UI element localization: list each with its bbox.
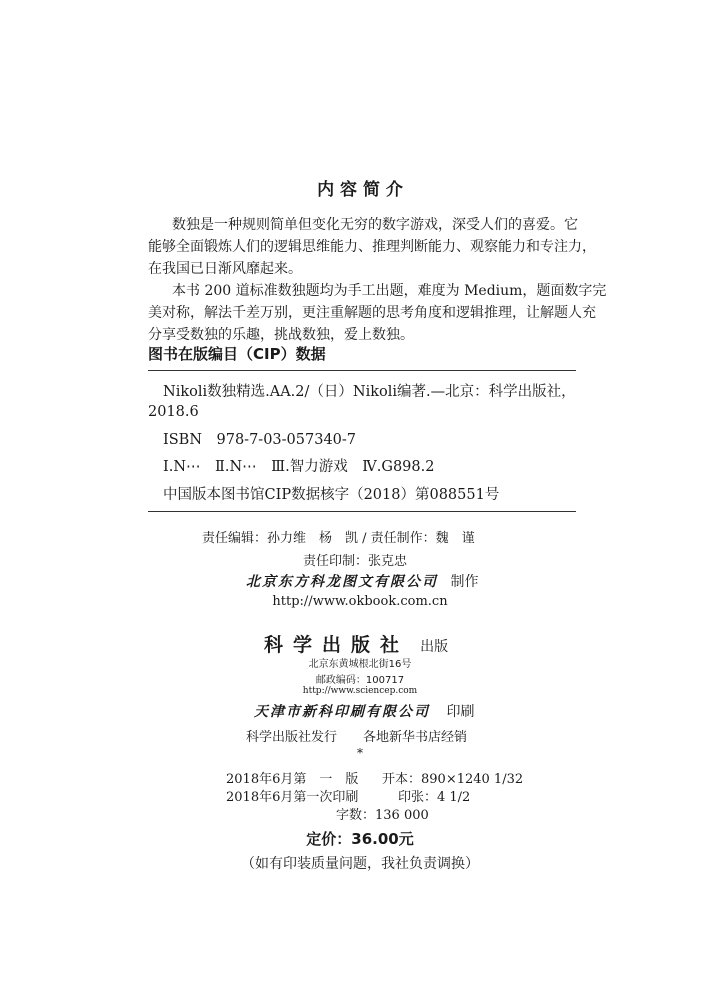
printer-suffix: 印刷	[446, 704, 475, 720]
publisher-logo: 科学出版社	[264, 634, 410, 656]
printer-name: 天津市新科印刷有限公司	[254, 704, 430, 720]
cip-bottom-rule	[148, 511, 576, 512]
printer-line	[254, 701, 474, 721]
cip-entry: Nikoli数独精选.AA.2/（日）Nikoli编著.—北京：科学出版社，	[163, 384, 576, 400]
publisher-suffix: 出版	[420, 639, 449, 655]
cip-heading: 图书在版编目（CIP）数据	[148, 345, 326, 363]
producer-line	[246, 571, 478, 591]
postcode: 邮政编码：100717	[315, 675, 405, 686]
intro-line: 本书 200 道标准数独题均为手工出题，难度为 Medium，题面数字完	[172, 283, 607, 299]
publisher-address: 北京东黄城根北街16号	[308, 659, 412, 670]
intro-line: 分享受数独的乐趣，挑战数独，爱上数独。	[148, 327, 414, 343]
cip-classification: Ⅰ.N⋯ Ⅱ.N⋯ Ⅲ.智力游戏 Ⅳ.G898.2	[163, 459, 435, 475]
distribution: 科学出版社发行 各地新华书店经销	[246, 730, 468, 745]
producer-url: http://www.okbook.com.cn	[272, 594, 448, 609]
cip-top-rule	[148, 370, 576, 371]
price: 定价：36.00元	[306, 830, 414, 848]
intro-line: 美对称，解法千差万别，更注重解题的思考角度和逻辑推理，让解题人充	[148, 305, 596, 321]
producer-name: 北京东方科龙图文有限公司	[246, 574, 438, 590]
intro-line: 能够全面锻炼人们的逻辑思维能力、推理判断能力、观察能力和专注力，	[148, 239, 596, 255]
cip-isbn: ISBN 978-7-03-057340-7	[163, 432, 357, 448]
edition: 2018年6月第 一 版	[226, 772, 359, 787]
book-format: 开本：890×1240 1/32	[382, 772, 524, 787]
cip-record: 中国版本图书馆CIP数据核字（2018）第088551号	[163, 487, 500, 503]
intro-line: 在我国已日渐风靡起来。	[148, 261, 302, 277]
word-count: 字数：136 000	[336, 808, 429, 823]
quality-notice: （如有印装质量问题，我社负责调换）	[241, 856, 479, 872]
cip-entry-cont: 2018.6	[148, 404, 199, 420]
printed-sheets: 印张：4 1/2	[398, 790, 471, 805]
impression: 2018年6月第一次印刷	[226, 790, 359, 805]
publisher-url: http://www.sciencep.com	[302, 686, 418, 696]
printing-editor: 责任印制：张克忠	[303, 554, 408, 569]
intro-line: 数独是一种规则简单但变化无穷的数字游戏，深受人们的喜爱。它	[172, 217, 578, 233]
publisher-line	[264, 630, 448, 657]
producer-suffix: 制作	[450, 574, 479, 590]
separator-asterisk: *	[357, 746, 363, 760]
page-title: 内 容 简 介	[317, 180, 403, 200]
responsible-editors: 责任编辑：孙力维 杨 凯 / 责任制作：魏 谨	[202, 531, 475, 546]
